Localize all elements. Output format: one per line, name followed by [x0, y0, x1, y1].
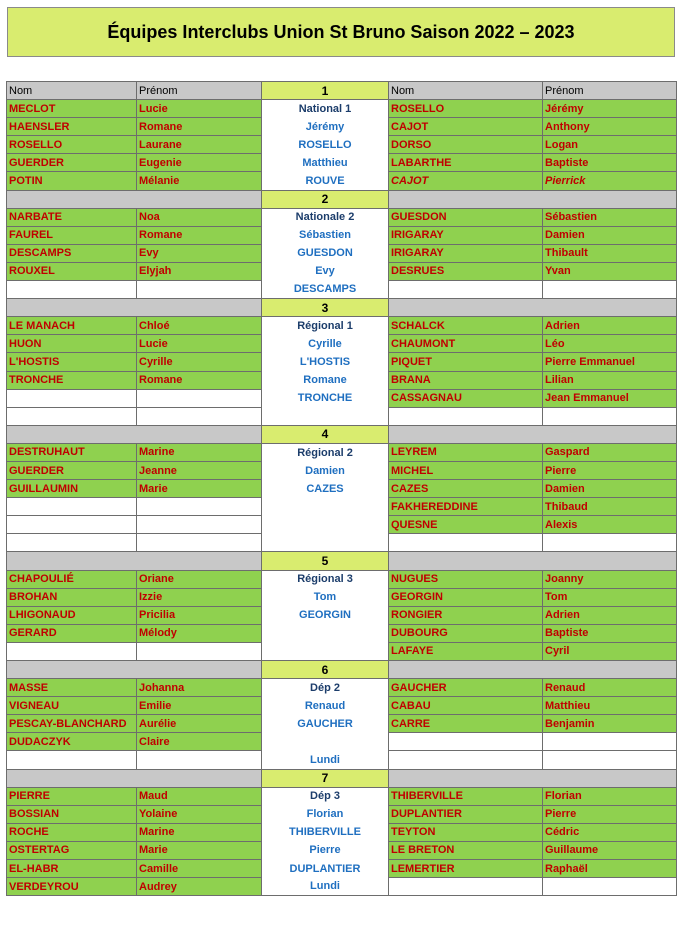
- team-separator: [7, 190, 262, 208]
- team-level: Régional 3: [262, 570, 389, 588]
- player-prenom: Cyrille: [137, 353, 262, 371]
- player-prenom: Camille: [137, 860, 262, 878]
- player-nom: BRANA: [389, 371, 543, 389]
- team-captain-line: DESCAMPS: [262, 281, 389, 299]
- team-captain-line: L'HOSTIS: [262, 353, 389, 371]
- table-row: [7, 588, 677, 606]
- team-level: Régional 2: [262, 443, 389, 461]
- player-prenom: Léo: [543, 335, 677, 353]
- player-nom: LE BRETON: [389, 841, 543, 859]
- team-captain-line: Damien: [262, 461, 389, 479]
- player-nom: GERARD: [7, 624, 137, 642]
- team-separator: [389, 425, 677, 443]
- player-prenom: Matthieu: [543, 697, 677, 715]
- player-nom: OSTERTAG: [7, 841, 137, 859]
- team-level: Nationale 2: [262, 208, 389, 226]
- empty-cell: [137, 751, 262, 769]
- empty-cell: [543, 281, 677, 299]
- table-row: [7, 679, 677, 697]
- team-captain-line: GUESDON: [262, 244, 389, 262]
- empty-cell: [543, 751, 677, 769]
- empty-cell: [137, 281, 262, 299]
- player-prenom: Marie: [137, 480, 262, 498]
- team-captain-line: [262, 534, 389, 552]
- player-nom: TRONCHE: [7, 371, 137, 389]
- player-prenom: Romane: [137, 371, 262, 389]
- player-prenom: Chloé: [137, 317, 262, 335]
- team-number: 3: [262, 299, 389, 317]
- player-nom: VERDEYROU: [7, 878, 137, 896]
- team-number: 2: [262, 190, 389, 208]
- player-nom: CASSAGNAU: [389, 389, 543, 407]
- empty-cell: [137, 642, 262, 660]
- team-separator: [389, 769, 677, 787]
- player-prenom: Evy: [137, 244, 262, 262]
- player-prenom: Pierre: [543, 805, 677, 823]
- empty-cell: [543, 733, 677, 751]
- column-header-nom: Nom: [389, 82, 543, 100]
- player-prenom: Jeanne: [137, 461, 262, 479]
- player-nom: CAZES: [389, 480, 543, 498]
- team-captain-line: CAZES: [262, 480, 389, 498]
- team-captain-line: Matthieu: [262, 154, 389, 172]
- player-prenom: Joanny: [543, 570, 677, 588]
- empty-cell: [389, 534, 543, 552]
- team-level: National 1: [262, 100, 389, 118]
- team-captain-line: Tom: [262, 588, 389, 606]
- player-prenom: Thibault: [543, 244, 677, 262]
- empty-cell: [543, 407, 677, 425]
- player-nom: EL-HABR: [7, 860, 137, 878]
- team-captain-line: Lundi: [262, 751, 389, 769]
- table-row: [7, 860, 677, 878]
- table-row: [7, 407, 677, 425]
- player-nom: GAUCHER: [389, 679, 543, 697]
- empty-cell: [389, 751, 543, 769]
- player-prenom: Damien: [543, 480, 677, 498]
- player-prenom: Romane: [137, 226, 262, 244]
- empty-cell: [543, 878, 677, 896]
- player-nom: DESTRUHAUT: [7, 443, 137, 461]
- player-nom: LE MANACH: [7, 317, 137, 335]
- table-row: [7, 841, 677, 859]
- player-nom: MECLOT: [7, 100, 137, 118]
- table-row: [7, 154, 677, 172]
- player-prenom: Baptiste: [543, 624, 677, 642]
- table-row: [7, 262, 677, 280]
- player-nom: LEYREM: [389, 443, 543, 461]
- table-row: [7, 516, 677, 534]
- player-nom: LEMERTIER: [389, 860, 543, 878]
- team-header-row: [7, 299, 677, 317]
- table-row: [7, 281, 677, 299]
- player-nom: HAENSLER: [7, 118, 137, 136]
- table-row: [7, 697, 677, 715]
- empty-cell: [389, 281, 543, 299]
- team-captain-line: Jérémy: [262, 118, 389, 136]
- player-prenom: Laurane: [137, 136, 262, 154]
- player-prenom: Izzie: [137, 588, 262, 606]
- column-header-prenom: Prénom: [137, 82, 262, 100]
- empty-cell: [543, 534, 677, 552]
- player-prenom: Lucie: [137, 100, 262, 118]
- team-separator: [389, 661, 677, 679]
- player-nom: CHAUMONT: [389, 335, 543, 353]
- empty-cell: [7, 642, 137, 660]
- player-prenom: Guillaume: [543, 841, 677, 859]
- player-prenom: Benjamin: [543, 715, 677, 733]
- player-nom: DESRUES: [389, 262, 543, 280]
- player-nom: IRIGARAY: [389, 226, 543, 244]
- teams-table: [6, 81, 677, 896]
- team-separator: [7, 769, 262, 787]
- team-captain-line: Florian: [262, 805, 389, 823]
- table-row: [7, 172, 677, 190]
- team-captain-line: [262, 498, 389, 516]
- player-prenom: Pierre: [543, 461, 677, 479]
- player-nom: NUGUES: [389, 570, 543, 588]
- player-prenom: Raphaël: [543, 860, 677, 878]
- player-prenom: Claire: [137, 733, 262, 751]
- empty-cell: [137, 389, 262, 407]
- team-header-row: [7, 190, 677, 208]
- table-row: [7, 570, 677, 588]
- table-row: [7, 208, 677, 226]
- player-nom: RONGIER: [389, 606, 543, 624]
- player-prenom: Marine: [137, 443, 262, 461]
- player-nom: DESCAMPS: [7, 244, 137, 262]
- team-captain-line: Romane: [262, 371, 389, 389]
- table-row: [7, 751, 677, 769]
- player-nom: GUERDER: [7, 154, 137, 172]
- player-nom: THIBERVILLE: [389, 787, 543, 805]
- team-separator: [7, 299, 262, 317]
- team-number: 4: [262, 425, 389, 443]
- player-prenom: Emilie: [137, 697, 262, 715]
- column-header-prenom: Prénom: [543, 82, 677, 100]
- player-nom: CAJOT: [389, 118, 543, 136]
- team-captain-line: THIBERVILLE: [262, 823, 389, 841]
- player-prenom: Noa: [137, 208, 262, 226]
- empty-cell: [7, 534, 137, 552]
- team-header-row: [7, 661, 677, 679]
- team-captain-line: [262, 642, 389, 660]
- player-prenom: Cédric: [543, 823, 677, 841]
- team-number: 1: [262, 82, 389, 100]
- empty-cell: [389, 878, 543, 896]
- team-separator: [389, 552, 677, 570]
- table-row: [7, 787, 677, 805]
- team-number: 6: [262, 661, 389, 679]
- empty-cell: [7, 751, 137, 769]
- player-prenom: Romane: [137, 118, 262, 136]
- player-prenom: Jérémy: [543, 100, 677, 118]
- player-nom: MICHEL: [389, 461, 543, 479]
- table-row: [7, 244, 677, 262]
- player-prenom: Thibaud: [543, 498, 677, 516]
- player-nom: MASSE: [7, 679, 137, 697]
- player-nom: ROSELLO: [389, 100, 543, 118]
- player-nom: DUPLANTIER: [389, 805, 543, 823]
- player-nom: DUBOURG: [389, 624, 543, 642]
- table-row: [7, 136, 677, 154]
- player-nom: QUESNE: [389, 516, 543, 534]
- player-prenom: Damien: [543, 226, 677, 244]
- player-prenom: Marine: [137, 823, 262, 841]
- team-captain-line: ROSELLO: [262, 136, 389, 154]
- page-title: Équipes Interclubs Union St Bruno Saison 2022 – 2023: [7, 7, 675, 57]
- player-prenom: Lilian: [543, 371, 677, 389]
- team-level: Dép 3: [262, 787, 389, 805]
- team-number: 5: [262, 552, 389, 570]
- player-prenom: Jean Emmanuel: [543, 389, 677, 407]
- table-row: [7, 371, 677, 389]
- player-prenom: Pierrick: [543, 172, 677, 190]
- player-prenom: Aurélie: [137, 715, 262, 733]
- player-nom: ROCHE: [7, 823, 137, 841]
- player-nom: CHAPOULIÉ: [7, 570, 137, 588]
- player-prenom: Mélody: [137, 624, 262, 642]
- player-nom: PIERRE: [7, 787, 137, 805]
- player-prenom: Pierre Emmanuel: [543, 353, 677, 371]
- player-prenom: Audrey: [137, 878, 262, 896]
- table-row: [7, 335, 677, 353]
- player-nom: VIGNEAU: [7, 697, 137, 715]
- table-row: [7, 534, 677, 552]
- team-captain-line: Evy: [262, 262, 389, 280]
- player-nom: TEYTON: [389, 823, 543, 841]
- table-row: [7, 353, 677, 371]
- team-captain-line: ROUVE: [262, 172, 389, 190]
- player-nom: GEORGIN: [389, 588, 543, 606]
- player-nom: GUESDON: [389, 208, 543, 226]
- player-nom: GUILLAUMIN: [7, 480, 137, 498]
- player-nom: IRIGARAY: [389, 244, 543, 262]
- player-nom: GUERDER: [7, 461, 137, 479]
- team-header-row: [7, 82, 677, 100]
- team-captain-line: Renaud: [262, 697, 389, 715]
- player-prenom: Renaud: [543, 679, 677, 697]
- player-prenom: Marie: [137, 841, 262, 859]
- player-nom: NARBATE: [7, 208, 137, 226]
- team-captain-line: Pierre: [262, 841, 389, 859]
- team-separator: [7, 425, 262, 443]
- player-prenom: Yolaine: [137, 805, 262, 823]
- player-nom: LHIGONAUD: [7, 606, 137, 624]
- player-prenom: Sébastien: [543, 208, 677, 226]
- player-prenom: Yvan: [543, 262, 677, 280]
- player-prenom: Eugenie: [137, 154, 262, 172]
- table-row: [7, 823, 677, 841]
- player-prenom: Alexis: [543, 516, 677, 534]
- player-nom: FAKHEREDDINE: [389, 498, 543, 516]
- player-nom: LABARTHE: [389, 154, 543, 172]
- team-separator: [7, 552, 262, 570]
- player-prenom: Adrien: [543, 606, 677, 624]
- player-prenom: Oriane: [137, 570, 262, 588]
- table-row: [7, 715, 677, 733]
- player-prenom: Baptiste: [543, 154, 677, 172]
- table-row: [7, 805, 677, 823]
- team-captain-line: GEORGIN: [262, 606, 389, 624]
- team-captain-line: DUPLANTIER: [262, 860, 389, 878]
- table-row: [7, 118, 677, 136]
- player-nom: CABAU: [389, 697, 543, 715]
- table-row: [7, 624, 677, 642]
- player-prenom: Anthony: [543, 118, 677, 136]
- team-captain-line: [262, 733, 389, 751]
- table-row: [7, 317, 677, 335]
- player-nom: PIQUET: [389, 353, 543, 371]
- player-nom: BROHAN: [7, 588, 137, 606]
- player-prenom: Cyril: [543, 642, 677, 660]
- team-captain-line: [262, 624, 389, 642]
- player-prenom: Tom: [543, 588, 677, 606]
- table-row: [7, 389, 677, 407]
- player-prenom: Maud: [137, 787, 262, 805]
- player-prenom: Pricilia: [137, 606, 262, 624]
- team-header-row: [7, 425, 677, 443]
- player-nom: ROSELLO: [7, 136, 137, 154]
- team-header-row: [7, 552, 677, 570]
- player-nom: HUON: [7, 335, 137, 353]
- team-separator: [389, 190, 677, 208]
- empty-cell: [137, 516, 262, 534]
- empty-cell: [389, 733, 543, 751]
- empty-cell: [7, 281, 137, 299]
- teams-table-body: [7, 82, 677, 896]
- empty-cell: [7, 516, 137, 534]
- player-prenom: Johanna: [137, 679, 262, 697]
- team-level: Dép 2: [262, 679, 389, 697]
- table-row: [7, 733, 677, 751]
- table-row: [7, 480, 677, 498]
- player-prenom: Gaspard: [543, 443, 677, 461]
- player-nom: POTIN: [7, 172, 137, 190]
- column-header-nom: Nom: [7, 82, 137, 100]
- team-captain-line: GAUCHER: [262, 715, 389, 733]
- player-prenom: Adrien: [543, 317, 677, 335]
- table-row: [7, 461, 677, 479]
- table-row: [7, 878, 677, 896]
- team-captain-line: Sébastien: [262, 226, 389, 244]
- player-prenom: Logan: [543, 136, 677, 154]
- player-prenom: Mélanie: [137, 172, 262, 190]
- player-nom: FAUREL: [7, 226, 137, 244]
- empty-cell: [7, 498, 137, 516]
- team-separator: [389, 299, 677, 317]
- player-prenom: Elyjah: [137, 262, 262, 280]
- player-nom: CAJOT: [389, 172, 543, 190]
- player-prenom: Florian: [543, 787, 677, 805]
- player-nom: DORSO: [389, 136, 543, 154]
- team-level: Régional 1: [262, 317, 389, 335]
- table-row: [7, 498, 677, 516]
- player-nom: ROUXEL: [7, 262, 137, 280]
- empty-cell: [137, 407, 262, 425]
- table-row: [7, 226, 677, 244]
- empty-cell: [7, 389, 137, 407]
- table-row: [7, 100, 677, 118]
- player-nom: PESCAY-BLANCHARD: [7, 715, 137, 733]
- team-captain-line: [262, 407, 389, 425]
- player-nom: CARRE: [389, 715, 543, 733]
- empty-cell: [7, 407, 137, 425]
- team-captain-line: Lundi: [262, 878, 389, 896]
- team-captain-line: TRONCHE: [262, 389, 389, 407]
- team-separator: [7, 661, 262, 679]
- player-nom: BOSSIAN: [7, 805, 137, 823]
- team-number: 7: [262, 769, 389, 787]
- empty-cell: [137, 498, 262, 516]
- table-row: [7, 443, 677, 461]
- team-header-row: [7, 769, 677, 787]
- player-nom: DUDACZYK: [7, 733, 137, 751]
- player-nom: LAFAYE: [389, 642, 543, 660]
- player-nom: SCHALCK: [389, 317, 543, 335]
- table-row: [7, 642, 677, 660]
- empty-cell: [137, 534, 262, 552]
- team-captain-line: [262, 516, 389, 534]
- empty-cell: [389, 407, 543, 425]
- team-captain-line: Cyrille: [262, 335, 389, 353]
- player-nom: L'HOSTIS: [7, 353, 137, 371]
- table-row: [7, 606, 677, 624]
- player-prenom: Lucie: [137, 335, 262, 353]
